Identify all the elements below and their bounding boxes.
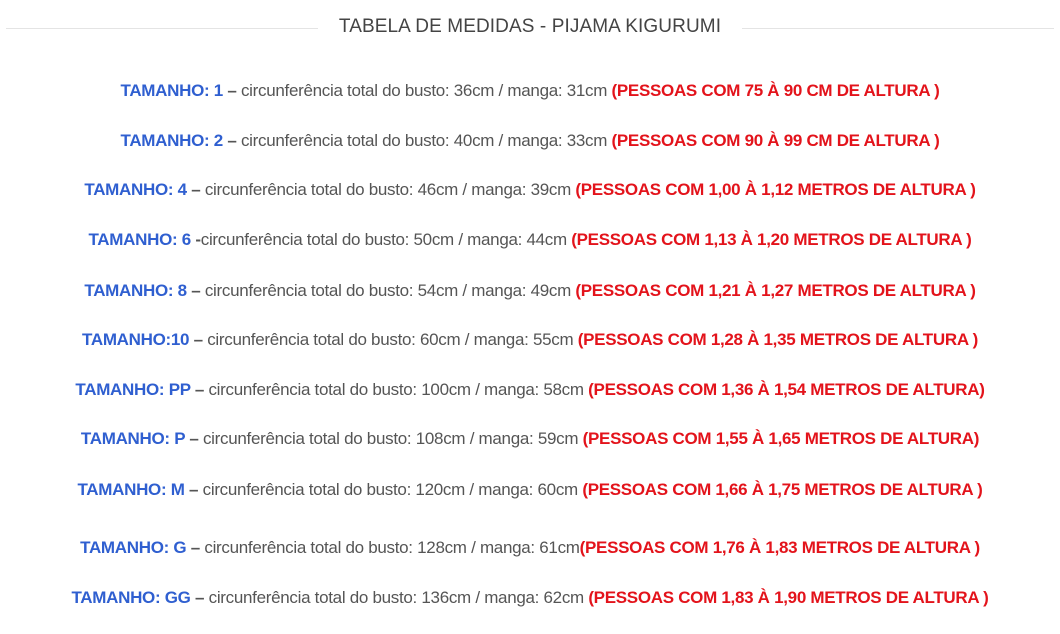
separator: – (184, 429, 203, 448)
page-header (0, 12, 1060, 44)
separator: – (222, 81, 241, 100)
size-row-10 (0, 329, 1060, 351)
size-label: TAMANHO:10 (82, 330, 190, 349)
measurements-text: circunferência total do busto: 108cm / manga: 59cm (202, 429, 583, 448)
height-range: (PESSOAS COM 1,55 À 1,65 METROS DE ALTURA) (582, 429, 980, 448)
size-row-2 (0, 130, 1060, 152)
measurements-text: circunferência total do busto: 50cm / manga: 44cm (200, 230, 572, 249)
size-label: TAMANHO: M (77, 480, 185, 499)
height-range: (PESSOAS COM 1,00 À 1,12 METROS DE ALTURA ) (575, 180, 976, 199)
height-range: (PESSOAS COM 90 À 99 CM DE ALTURA ) (611, 131, 940, 150)
separator: – (222, 131, 241, 150)
separator: – (186, 538, 205, 557)
height-range: (PESSOAS COM 1,83 À 1,90 METROS DE ALTURA ) (588, 588, 989, 607)
size-row-4 (0, 179, 1060, 201)
measurements-text: circunferência total do busto: 36cm / manga: 31cm (240, 81, 612, 100)
height-range: (PESSOAS COM 1,28 À 1,35 METROS DE ALTURA ) (577, 330, 978, 349)
height-range: (PESSOAS COM 1,21 À 1,27 METROS DE ALTURA ) (575, 281, 976, 300)
size-row-pp (0, 379, 1060, 401)
separator: – (186, 180, 205, 199)
size-row-g (0, 537, 1060, 559)
size-label: TAMANHO: 4 (84, 180, 187, 199)
height-range: (PESSOAS COM 1,66 À 1,75 METROS DE ALTURA ) (582, 480, 983, 499)
size-label: TAMANHO: 2 (120, 131, 223, 150)
page-title: TABELA DE MEDIDAS - PIJAMA KIGURUMI (338, 16, 722, 37)
separator: – (190, 588, 209, 607)
size-label: TAMANHO: PP (75, 380, 191, 399)
height-range: (PESSOAS COM 1,76 À 1,83 METROS DE ALTURA ) (579, 538, 980, 557)
size-row-6 (0, 229, 1060, 251)
size-label: TAMANHO: G (80, 538, 187, 557)
separator: - (190, 230, 201, 249)
measurements-text: circunferência total do busto: 120cm / manga: 60cm (202, 480, 583, 499)
measurements-text: circunferência total do busto: 60cm / manga: 55cm (207, 330, 578, 349)
separator: – (184, 480, 203, 499)
height-range: (PESSOAS COM 1,36 À 1,54 METROS DE ALTURA) (588, 380, 985, 399)
height-range: (PESSOAS COM 1,13 À 1,20 METROS DE ALTURA ) (571, 230, 972, 249)
measurements-text: circunferência total do busto: 128cm / manga: 61cm (204, 538, 580, 557)
height-range: (PESSOAS COM 75 À 90 CM DE ALTURA ) (611, 81, 940, 100)
size-row-8 (0, 280, 1060, 302)
separator: – (186, 281, 205, 300)
size-row-p (0, 428, 1060, 450)
separator: – (190, 380, 209, 399)
measurements-text: circunferência total do busto: 40cm / manga: 33cm (240, 131, 612, 150)
size-label: TAMANHO: 8 (84, 281, 187, 300)
size-row-1 (0, 80, 1060, 102)
size-row-m (0, 479, 1060, 501)
measurements-text: circunferência total do busto: 46cm / manga: 39cm (204, 180, 576, 199)
measurements-text: circunferência total do busto: 100cm / manga: 58cm (208, 380, 589, 399)
header-divider-right (742, 28, 1054, 29)
measurements-text: circunferência total do busto: 54cm / manga: 49cm (204, 281, 576, 300)
size-label: TAMANHO: 6 (88, 230, 191, 249)
size-row-gg (0, 587, 1060, 609)
size-label: TAMANHO: P (80, 429, 185, 448)
size-label: TAMANHO: 1 (120, 81, 223, 100)
measurements-text: circunferência total do busto: 136cm / manga: 62cm (208, 588, 589, 607)
size-label: TAMANHO: GG (71, 588, 191, 607)
separator: – (189, 330, 208, 349)
